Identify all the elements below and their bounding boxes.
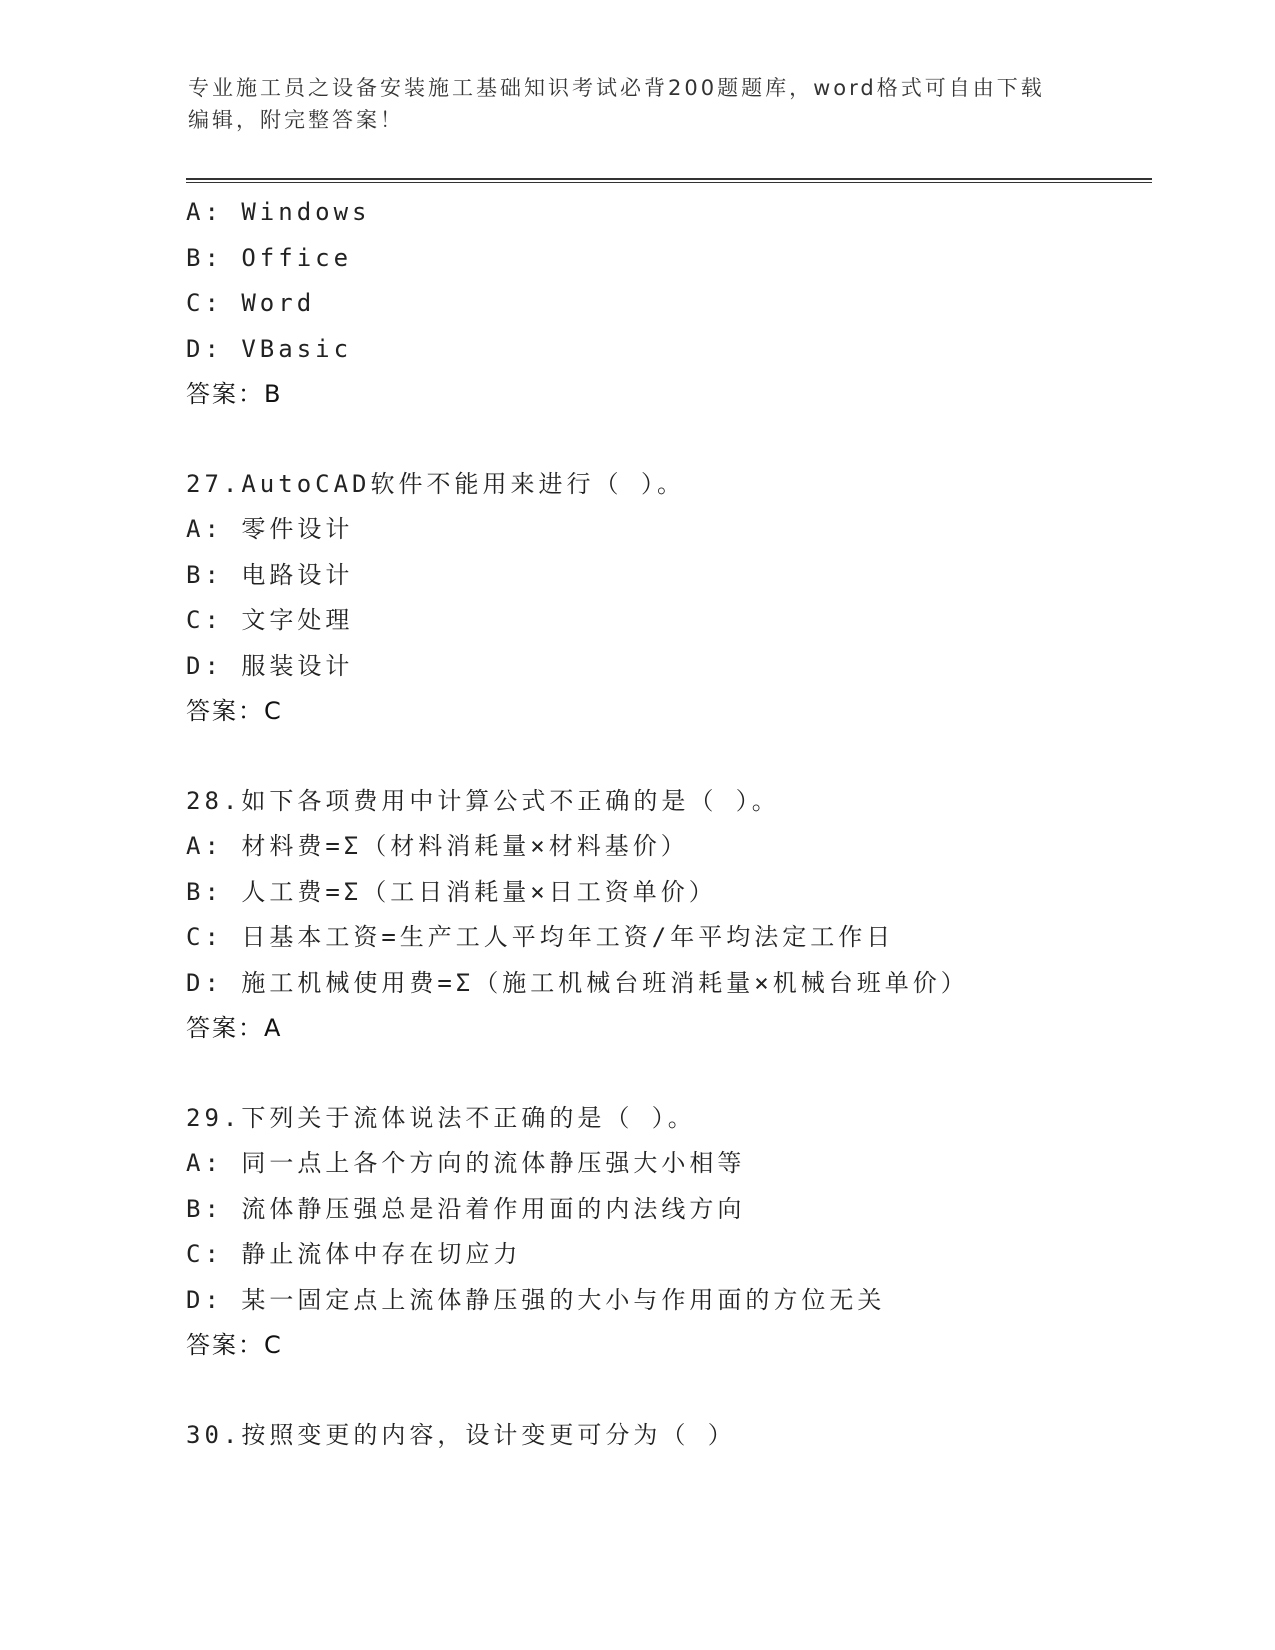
option-d: D: 某一固定点上流体静压强的大小与作用面的方位无关	[186, 1285, 886, 1314]
question-27	[186, 462, 1166, 735]
option-c: C: Word	[186, 289, 316, 317]
answer-line: 答案：B	[186, 380, 283, 408]
question-stem: 30.按照变更的内容，设计变更可分为（ ）	[186, 1420, 736, 1449]
option-d: D: 施工机械使用费=Σ（施工机械台班消耗量×机械台班单价）	[186, 968, 969, 997]
spacer	[186, 1052, 1166, 1096]
option-d: D: 服装设计	[186, 651, 354, 680]
question-29	[186, 1096, 1166, 1369]
header-divider-thick	[186, 178, 1152, 180]
option-b: B: 流体静压强总是沿着作用面的内法线方向	[186, 1194, 746, 1223]
option-b: B: Office	[186, 243, 353, 272]
option-c: C: 静止流体中存在切应力	[186, 1240, 522, 1268]
option-a: A: Windows	[186, 198, 371, 226]
spacer	[186, 418, 1166, 462]
header-line-2: 编辑，附完整答案！	[188, 108, 404, 132]
answer-line: 答案：C	[186, 1331, 283, 1359]
option-a: A: 材料费=Σ（材料消耗量×材料基价）	[186, 832, 689, 860]
answer-line: 答案：A	[186, 1014, 283, 1042]
option-c: C: 文字处理	[186, 606, 354, 634]
header-divider-thin	[186, 182, 1152, 183]
question-stem: 28.如下各项费用中计算公式不正确的是（ ）。	[186, 786, 780, 815]
header-line-1: 专业施工员之设备安装施工基础知识考试必背200题题库，word格式可自由下载	[188, 76, 1045, 100]
question-list	[186, 190, 1166, 1458]
option-b: B: 电路设计	[186, 560, 354, 589]
option-b: B: 人工费=Σ（工日消耗量×日工资单价）	[186, 877, 717, 906]
spacer	[186, 1369, 1166, 1413]
question-26-continued	[186, 190, 1166, 418]
question-30	[186, 1413, 1166, 1459]
question-stem: 29.下列关于流体说法不正确的是（ ）。	[186, 1103, 696, 1132]
question-stem: 27.AutoCAD软件不能用来进行（ ）。	[186, 469, 685, 498]
answer-line: 答案：C	[186, 697, 283, 725]
question-28	[186, 779, 1166, 1052]
option-a: A: 同一点上各个方向的流体静压强大小相等	[186, 1149, 746, 1177]
option-a: A: 零件设计	[186, 515, 354, 543]
document-header	[188, 72, 1088, 136]
option-c: C: 日基本工资=生产工人平均年工资/年平均法定工作日	[186, 923, 895, 951]
spacer	[186, 735, 1166, 779]
option-d: D: VBasic	[186, 334, 353, 363]
